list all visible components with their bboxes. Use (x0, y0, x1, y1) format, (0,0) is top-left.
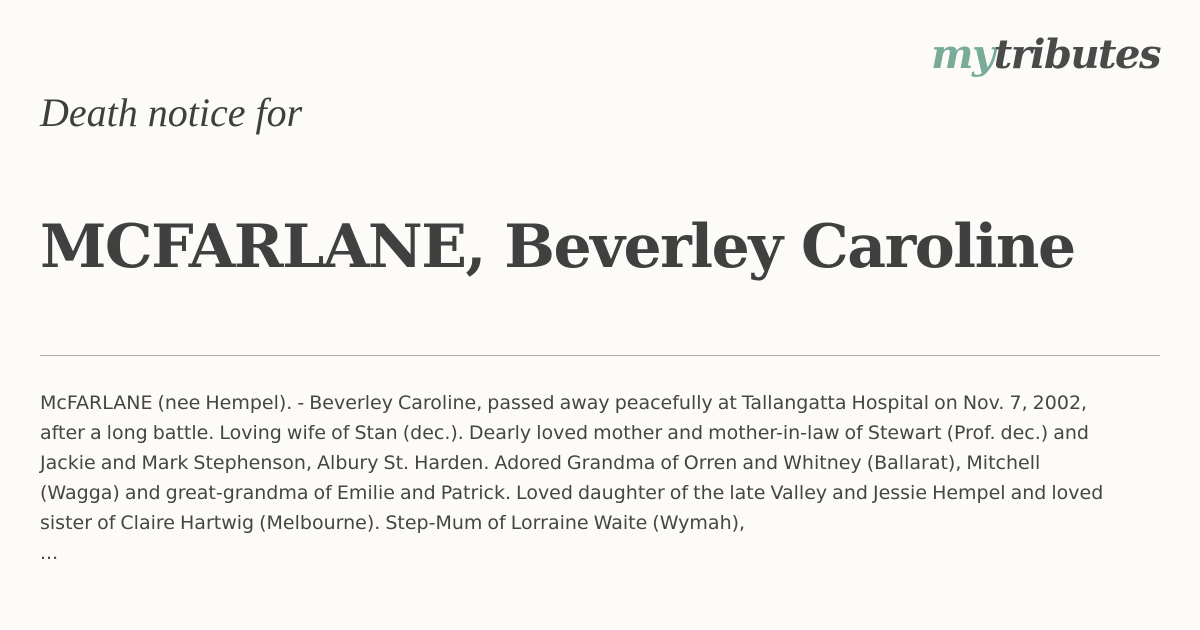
notice-label: Death notice for (40, 90, 303, 135)
brand-suffix: tributes (993, 31, 1160, 78)
notice-excerpt: McFARLANE (nee Hempel). - Beverley Caroline, passed away peacefully at Tallangatta Hospital on Nov. 7, 2002, after a long battle. Loving wife of Stan (dec.). Dearly loved mother and mother-in-law of Stewart (Prof. dec.) and Jackie and Mark Stephenson, Albury St. Harden. Adored Grandma of Orren and Whitney (Ballarat), Mitchell (Wagga) and great-grandma of Emilie and Patrick. Loved daughter of the late Valley and Jessie Hempel and loved sister of Claire Hartwig (Melbourne). Step-Mum of Lorraine Waite (Wymah), (40, 392, 1104, 534)
notice-ellipsis: ... (40, 542, 59, 564)
brand-prefix: my (931, 31, 994, 78)
section-divider (40, 355, 1160, 356)
deceased-name: MCFARLANE, Beverley Caroline (40, 212, 1075, 282)
mytributes-logo[interactable] (931, 31, 1160, 78)
